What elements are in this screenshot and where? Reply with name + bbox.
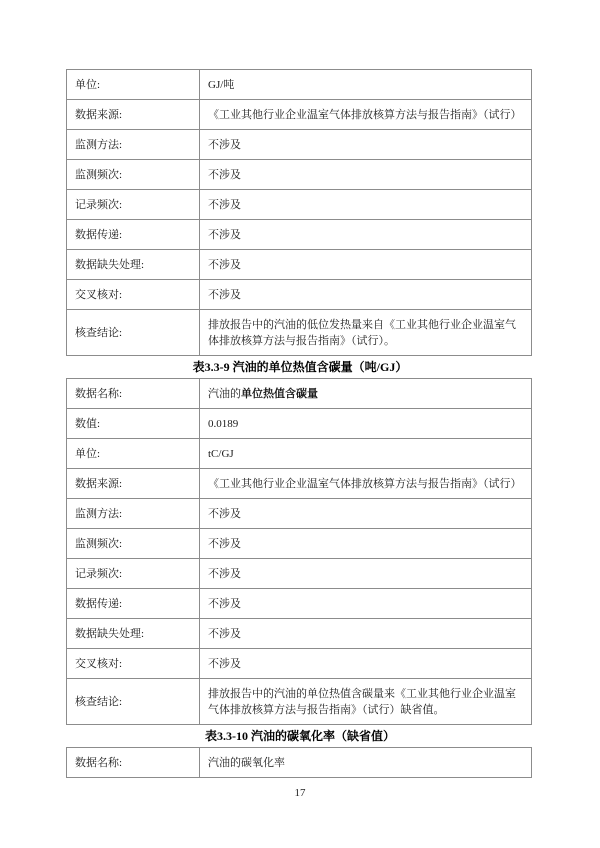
row-value-cell <box>200 280 532 310</box>
row-value-cell <box>200 589 532 619</box>
table-row <box>67 679 532 725</box>
row-label-cell: 数值: <box>67 409 200 439</box>
value-text: GJ/吨 <box>208 78 235 91</box>
table-row <box>67 439 532 469</box>
table-row <box>67 469 532 499</box>
value-text: 汽油的碳氧化率 <box>208 756 285 769</box>
gasoline-heat-value-table-continued <box>66 69 532 356</box>
value-text: tC/GJ <box>208 447 234 460</box>
value-text: 汽油的 <box>208 387 241 400</box>
row-value-cell <box>200 220 532 250</box>
table-row <box>67 559 532 589</box>
row-value-cell <box>200 160 532 190</box>
row-value-cell <box>200 529 532 559</box>
row-value-cell <box>200 499 532 529</box>
table-row <box>67 589 532 619</box>
value-text: 不涉及 <box>208 258 241 271</box>
row-value-cell <box>200 439 532 469</box>
table-row <box>67 70 532 100</box>
table-row <box>67 619 532 649</box>
row-label-cell: 监测方法: <box>67 130 200 160</box>
table-row <box>67 748 532 778</box>
table-row <box>67 529 532 559</box>
value-text: 不涉及 <box>208 198 241 211</box>
table-row <box>67 310 532 356</box>
value-text: 不涉及 <box>208 657 241 670</box>
row-value-cell <box>200 619 532 649</box>
row-value-cell <box>200 310 532 356</box>
value-text: 不涉及 <box>208 627 241 640</box>
table-row <box>67 499 532 529</box>
row-value-cell <box>200 409 532 439</box>
value-text: 《工业其他行业企业温室气体排放核算方法与报告指南》（试行） <box>208 477 522 490</box>
row-value-cell <box>200 250 532 280</box>
row-label-cell: 监测方法: <box>67 499 200 529</box>
table-row <box>67 250 532 280</box>
row-label-cell: 交叉核对: <box>67 280 200 310</box>
row-label-cell: 记录频次: <box>67 190 200 220</box>
table-row <box>67 280 532 310</box>
row-label-cell: 数据缺失处理: <box>67 250 200 280</box>
table-row <box>67 379 532 409</box>
table-3-3-9-title: 表3.3-9 汽油的单位热值含碳量（吨/GJ） <box>192 360 408 374</box>
row-label-cell: 数据传递: <box>67 589 200 619</box>
value-text: 不涉及 <box>208 597 241 610</box>
table-row <box>67 649 532 679</box>
row-label-cell: 核查结论: <box>67 310 200 356</box>
value-text: 0.0189 <box>208 417 239 430</box>
row-label-cell: 数据名称: <box>67 748 200 778</box>
value-text: 不涉及 <box>208 288 241 301</box>
table-row <box>67 409 532 439</box>
value-text: 不涉及 <box>208 168 241 181</box>
table-row <box>67 190 532 220</box>
row-label-cell: 监测频次: <box>67 160 200 190</box>
row-label-cell: 数据名称: <box>67 379 200 409</box>
row-label-cell: 数据来源: <box>67 100 200 130</box>
row-value-cell <box>200 679 532 725</box>
row-value-cell <box>200 559 532 589</box>
row-label-cell: 单位: <box>67 70 200 100</box>
row-label-cell: 记录频次: <box>67 559 200 589</box>
row-label-cell: 数据缺失处理: <box>67 619 200 649</box>
value-text: 排放报告中的汽油的低位发热量来自《工业其他行业企业温室气体排放核算方法与报告指南》（试行）。 <box>208 318 516 347</box>
table-row <box>67 130 532 160</box>
row-value-cell <box>200 748 532 778</box>
value-text: 排放报告中的汽油的单位热值含碳量来《工业其他行业企业温室气体排放核算方法与报告指南》（试行）缺省值。 <box>208 687 516 716</box>
table-3-3-10-title: 表3.3-10 汽油的碳氧化率（缺省值） <box>205 729 395 743</box>
value-text: 不涉及 <box>208 567 241 580</box>
row-label-cell: 核查结论: <box>67 679 200 725</box>
row-label-cell: 交叉核对: <box>67 649 200 679</box>
row-value-cell <box>200 70 532 100</box>
row-label-cell: 数据来源: <box>67 469 200 499</box>
value-text-bold: 单位热值含碳量 <box>241 387 318 400</box>
value-text: 不涉及 <box>208 507 241 520</box>
table-row <box>67 220 532 250</box>
table-row <box>67 160 532 190</box>
row-value-cell <box>200 379 532 409</box>
value-text: 不涉及 <box>208 228 241 241</box>
row-value-cell <box>200 100 532 130</box>
page-number: 17 <box>294 787 306 799</box>
gasoline-oxidation-rate-table <box>66 747 532 778</box>
value-text: 不涉及 <box>208 138 241 151</box>
row-value-cell <box>200 649 532 679</box>
gasoline-carbon-content-table <box>66 378 532 725</box>
value-text: 不涉及 <box>208 537 241 550</box>
row-value-cell <box>200 469 532 499</box>
row-label-cell: 数据传递: <box>67 220 200 250</box>
row-value-cell <box>200 130 532 160</box>
row-label-cell: 单位: <box>67 439 200 469</box>
row-value-cell <box>200 190 532 220</box>
table-row <box>67 100 532 130</box>
row-label-cell: 监测频次: <box>67 529 200 559</box>
value-text: 《工业其他行业企业温室气体排放核算方法与报告指南》（试行） <box>208 108 522 121</box>
